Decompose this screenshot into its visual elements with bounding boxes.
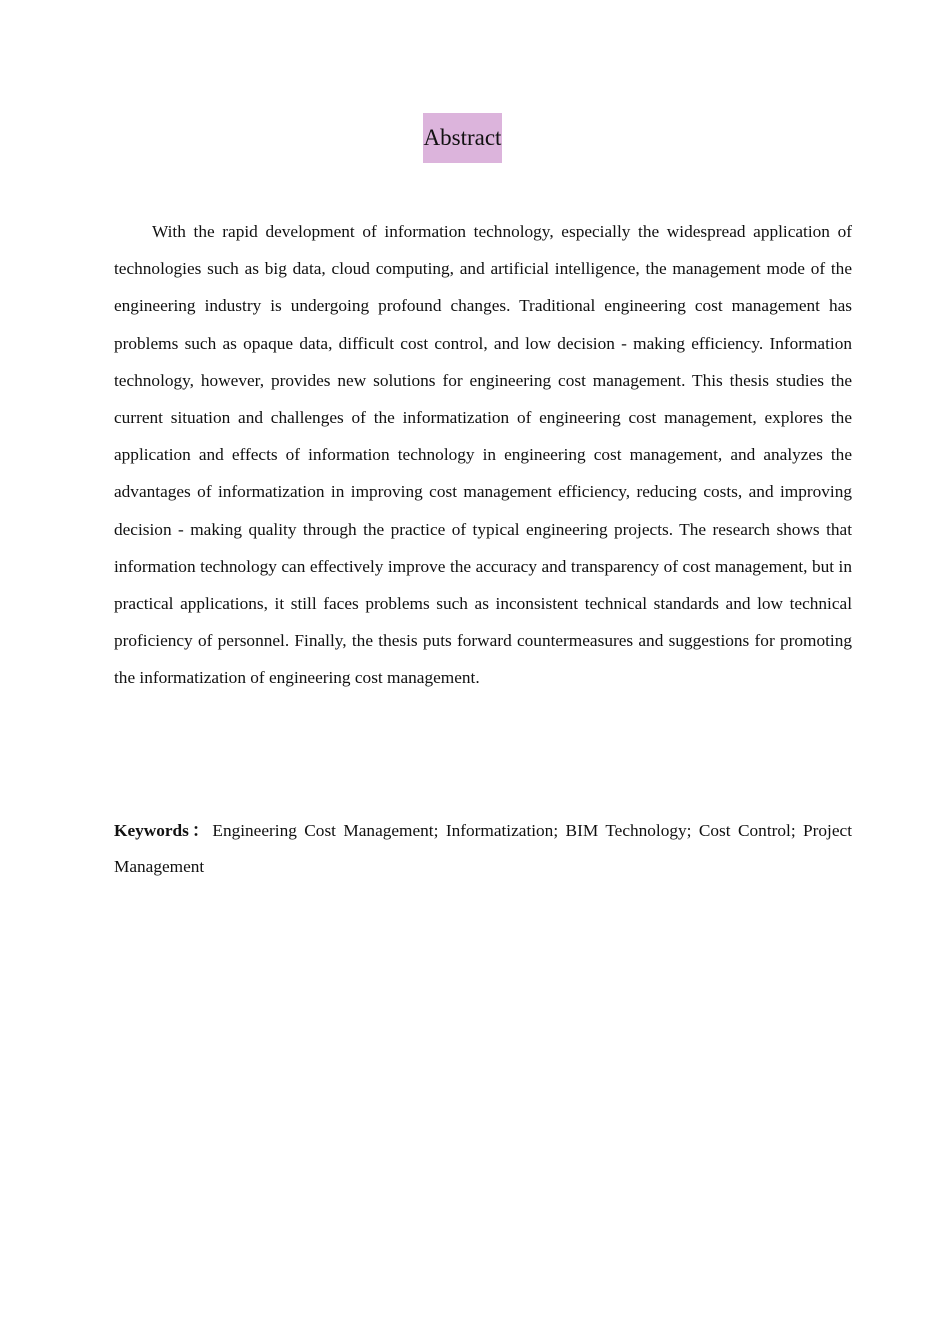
keywords-paragraph: [114, 813, 852, 885]
abstract-paragraph: With the rapid development of information technology, especially the widespread application of technologies such as big data, cloud computing, and artificial intelligence, the management mode of the engineering industry is undergoing profound changes. Traditional engineering cost management has problems such as opaque data, difficult cost control, and low decision - making efficiency. Information technology, however, provides new solutions for engineering cost management. This thesis studies the current situation and challenges of the informatization of engineering cost management, explores the application and effects of information technology in engineering cost management, and analyzes the advantages of informatization in improving cost management efficiency, reducing costs, and improving decision - making quality through the practice of typical engineering projects. The research shows that information technology can effectively improve the accuracy and transparency of cost management, but in practical applications, it still faces problems such as inconsistent technical standards and low technical proficiency of personnel. Finally, the thesis puts forward countermeasures and suggestions for promoting the informatization of engineering cost management.: [114, 222, 852, 688]
abstract-title: Abstract: [423, 113, 503, 163]
title-container: [0, 113, 925, 163]
keywords-label: Keywords：: [114, 821, 213, 840]
keywords-list: Engineering Cost Management; Informatization; BIM Technology; Cost Control; Project Management: [114, 821, 852, 876]
